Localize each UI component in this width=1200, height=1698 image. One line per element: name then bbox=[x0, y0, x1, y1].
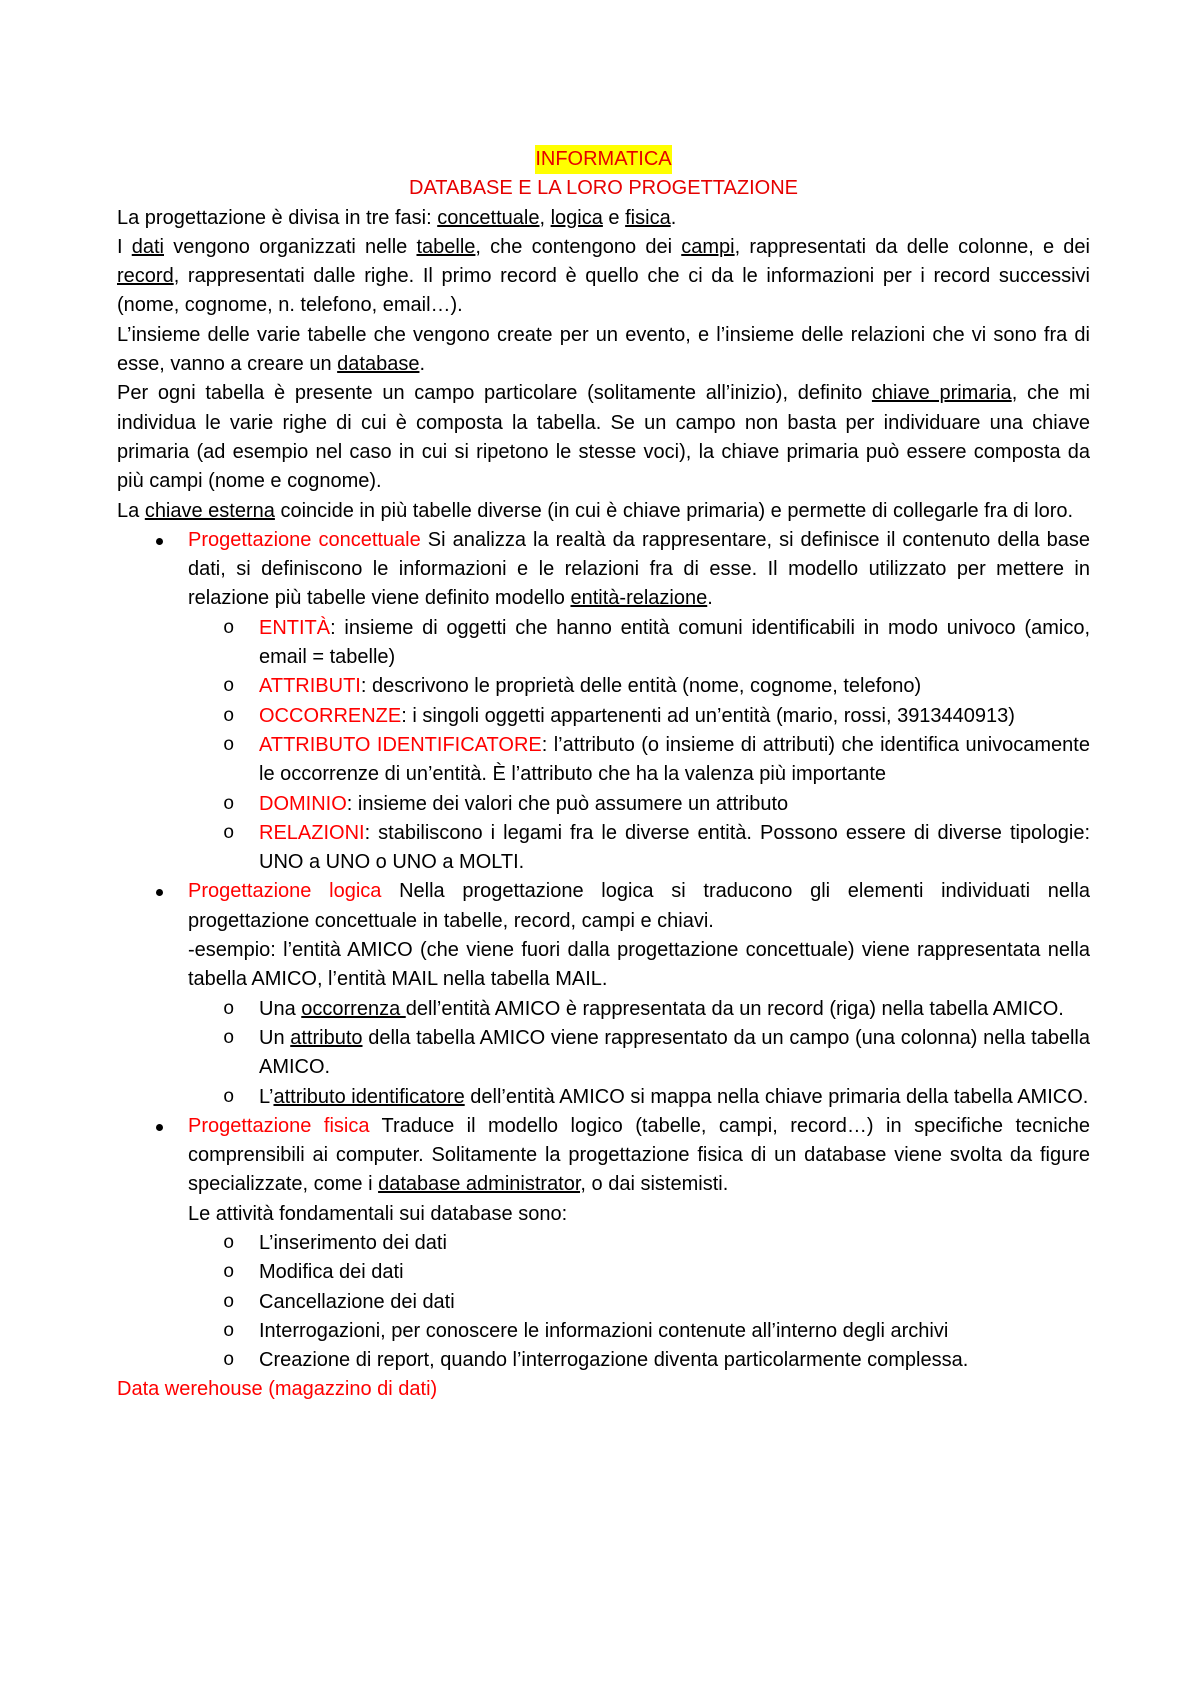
sub-list-concettuale bbox=[188, 614, 1090, 878]
activity-item bbox=[223, 1229, 1090, 1258]
activity-text: Modifica dei dati bbox=[259, 1261, 404, 1284]
intro-paragraph-3 bbox=[117, 321, 1090, 380]
intro-paragraph-2 bbox=[117, 233, 1090, 321]
list-item-concettuale bbox=[188, 526, 1090, 878]
sub-bullet-icon: o bbox=[223, 1261, 235, 1284]
sub-item bbox=[223, 790, 1090, 819]
term-record: record bbox=[117, 265, 174, 288]
text: I bbox=[117, 235, 132, 258]
text: . bbox=[419, 353, 425, 376]
activity-text: Cancellazione dei dati bbox=[259, 1290, 455, 1313]
text: e bbox=[602, 206, 626, 229]
sub-bullet-icon: o bbox=[223, 1290, 235, 1313]
text: , bbox=[539, 206, 551, 229]
sub-list-activities bbox=[188, 1229, 1090, 1375]
item-label: ATTRIBUTO IDENTIFICATORE bbox=[259, 733, 542, 756]
item-label: ATTRIBUTI bbox=[259, 675, 361, 698]
term-concettuale: concettuale bbox=[437, 206, 540, 229]
text: Traduce il modello logico (tabelle, campi, record…) in specifiche tecniche comprensibili ai computer. Solitamente la progettazione fisica di un database viene svolta da figure specializzate, come i bbox=[188, 1114, 1090, 1196]
sub-item bbox=[223, 819, 1090, 878]
text: . bbox=[670, 206, 677, 229]
activity-item bbox=[223, 1288, 1090, 1317]
text: L’insieme delle varie tabelle che vengono create per un evento, e l’insieme delle relazioni che vi sono fra di esse, vanno a creare un bbox=[117, 323, 1090, 376]
text: della tabella AMICO viene rappresentato da un campo (una colonna) nella tabella AMICO. bbox=[259, 1026, 1091, 1079]
sub-bullet-icon: o bbox=[223, 1026, 235, 1049]
text: La progettazione è divisa in tre fasi: bbox=[117, 206, 438, 229]
item-label: OCCORRENZE bbox=[259, 704, 402, 727]
sub-bullet-icon: o bbox=[223, 792, 235, 815]
item-text: : insieme dei valori che può assumere un attributo bbox=[346, 792, 789, 815]
sub-item bbox=[223, 1083, 1090, 1112]
sub-bullet-icon: o bbox=[223, 616, 235, 639]
activity-item bbox=[223, 1346, 1090, 1375]
sub-bullet-icon: o bbox=[223, 1319, 235, 1342]
sub-bullet-icon: o bbox=[223, 675, 235, 698]
text: Una bbox=[259, 997, 302, 1020]
text: Nella progettazione logica si traducono gli elementi individuati nella progettazione concettuale in tabelle, record, campi e chiavi. bbox=[188, 880, 1091, 932]
text: Si analizza la realtà da rappresentare, si definisce il contenuto della base dati, si definiscono le informazioni e le relazioni fra di esse. Il modello utilizzato per mettere in relazione più tabelle viene definito modello bbox=[188, 528, 1090, 610]
term-chiave-primaria: chiave primaria bbox=[871, 382, 1012, 405]
sub-item bbox=[223, 672, 1090, 701]
section-label: Progettazione fisica bbox=[188, 1114, 370, 1137]
term-chiave-esterna: chiave esterna bbox=[144, 499, 275, 522]
text: Un bbox=[259, 1026, 291, 1049]
item-label: DOMINIO bbox=[259, 792, 347, 815]
activity-item bbox=[223, 1317, 1090, 1346]
title-block bbox=[117, 145, 1090, 174]
term-logica: logica bbox=[550, 206, 603, 229]
sub-item bbox=[223, 1024, 1091, 1083]
footer-heading: Data werehouse (magazzino di dati) bbox=[117, 1378, 438, 1401]
term-occorrenza: occorrenza bbox=[301, 997, 406, 1020]
text: dell’entità AMICO è rappresentata da un record (riga) nella tabella AMICO. bbox=[405, 997, 1064, 1020]
text: L’ bbox=[259, 1085, 274, 1108]
sub-bullet-icon: o bbox=[223, 1349, 235, 1372]
term-database: database bbox=[337, 353, 420, 376]
list-item-logica bbox=[188, 877, 1090, 1111]
text: vengono organizzati nelle bbox=[164, 235, 417, 258]
activity-item bbox=[223, 1258, 1090, 1287]
text: coincide in più tabelle diverse (in cui è chiave primaria) e permette di collegarle fra di loro. bbox=[274, 499, 1074, 522]
term-attributo: attributo bbox=[290, 1026, 363, 1049]
sub-bullet-icon: o bbox=[223, 733, 235, 756]
intro-paragraph-1 bbox=[117, 204, 1090, 233]
sub-bullet-icon: o bbox=[223, 821, 235, 844]
activities-intro: Le attività fondamentali sui database sono: bbox=[188, 1202, 568, 1225]
sub-item bbox=[223, 995, 1090, 1024]
intro-paragraph-5 bbox=[117, 497, 1090, 526]
sub-item bbox=[223, 702, 1090, 731]
item-text: : descrivono le proprietà delle entità (nome, cognome, telefono) bbox=[360, 675, 922, 698]
sub-bullet-icon: o bbox=[223, 997, 235, 1020]
sub-bullet-icon: o bbox=[223, 1085, 235, 1108]
item-text: : insieme di oggetti che hanno entità comuni identificabili in modo univoco (amico, email = tabelle) bbox=[259, 616, 1090, 669]
term-campi: campi bbox=[681, 235, 735, 258]
term-fisica: fisica bbox=[625, 206, 671, 229]
text: , rappresentati da delle colonne, e dei bbox=[734, 235, 1090, 258]
term-dati: dati bbox=[131, 235, 164, 258]
item-text: : l’attributo (o insieme di attributi) che identifica univocamente le occorrenze di un’entità. È l’attributo che ha la valenza più importante bbox=[259, 733, 1090, 786]
sub-item bbox=[223, 731, 1090, 790]
activity-text: Creazione di report, quando l’interrogazione diventa particolarmente complessa. bbox=[259, 1349, 969, 1372]
item-text: : stabiliscono i legami fra le diverse entità. Possono essere di diverse tipologie: UNO a UNO o UNO a MOLTI. bbox=[259, 821, 1090, 874]
document-title: INFORMATICA bbox=[535, 145, 671, 174]
sub-list-logica bbox=[188, 995, 1090, 1112]
text: , rappresentati dalle righe. Il primo record è quello che ci da le informazioni per i record successivi (nome, cognome, n. telefono, email…). bbox=[117, 265, 1090, 317]
text: . bbox=[707, 587, 713, 610]
activity-text: Interrogazioni, per conoscere le informazioni contenute all’interno degli archivi bbox=[259, 1319, 949, 1342]
text: , che contengono dei bbox=[475, 235, 682, 258]
item-text: : i singoli oggetti appartenenti ad un’entità (mario, rossi, 3913440913) bbox=[401, 704, 1015, 727]
section-label: Progettazione concettuale bbox=[188, 528, 421, 551]
activity-text: L’inserimento dei dati bbox=[259, 1231, 447, 1254]
text: dell’entità AMICO si mappa nella chiave primaria della tabella AMICO. bbox=[464, 1085, 1089, 1108]
term-database-administrator: database administrator, bbox=[378, 1173, 586, 1196]
text: , che mi individua le varie righe di cui è composta la tabella. Se un campo non basta per individuare una chiave primaria (ad esempio nel caso in cui si ripetono le stesse voci), la chiave primaria può essere composta da più campi (nome e cognome). bbox=[117, 382, 1091, 493]
text: o dai sistemisti. bbox=[585, 1173, 729, 1196]
example-text: -esempio: l’entità AMICO (che viene fuori dalla progettazione concettuale) viene rappresentata nella tabella AMICO, l’entità MAIL nella tabella MAIL. bbox=[188, 939, 1090, 991]
sub-item bbox=[223, 614, 1090, 673]
item-label: RELAZIONI bbox=[259, 821, 365, 844]
intro-paragraph-4 bbox=[117, 379, 1090, 496]
sub-bullet-icon: o bbox=[223, 1231, 235, 1254]
text: Per ogni tabella è presente un campo particolare (solitamente all’inizio), definito bbox=[117, 382, 872, 405]
section-label: Progettazione logica bbox=[188, 880, 382, 903]
term-tabelle: tabelle bbox=[416, 235, 476, 258]
term-attributo-identificatore: attributo identificatore bbox=[273, 1085, 465, 1108]
list-item-fisica bbox=[188, 1112, 1090, 1376]
document-subtitle: DATABASE E LA LORO PROGETTAZIONE bbox=[409, 177, 798, 200]
bullet-list bbox=[117, 526, 1090, 1376]
text: La bbox=[117, 499, 145, 522]
term-entita-relazione: entità-relazione bbox=[570, 587, 708, 610]
sub-bullet-icon: o bbox=[223, 704, 235, 727]
item-label: ENTITÀ bbox=[259, 616, 331, 639]
